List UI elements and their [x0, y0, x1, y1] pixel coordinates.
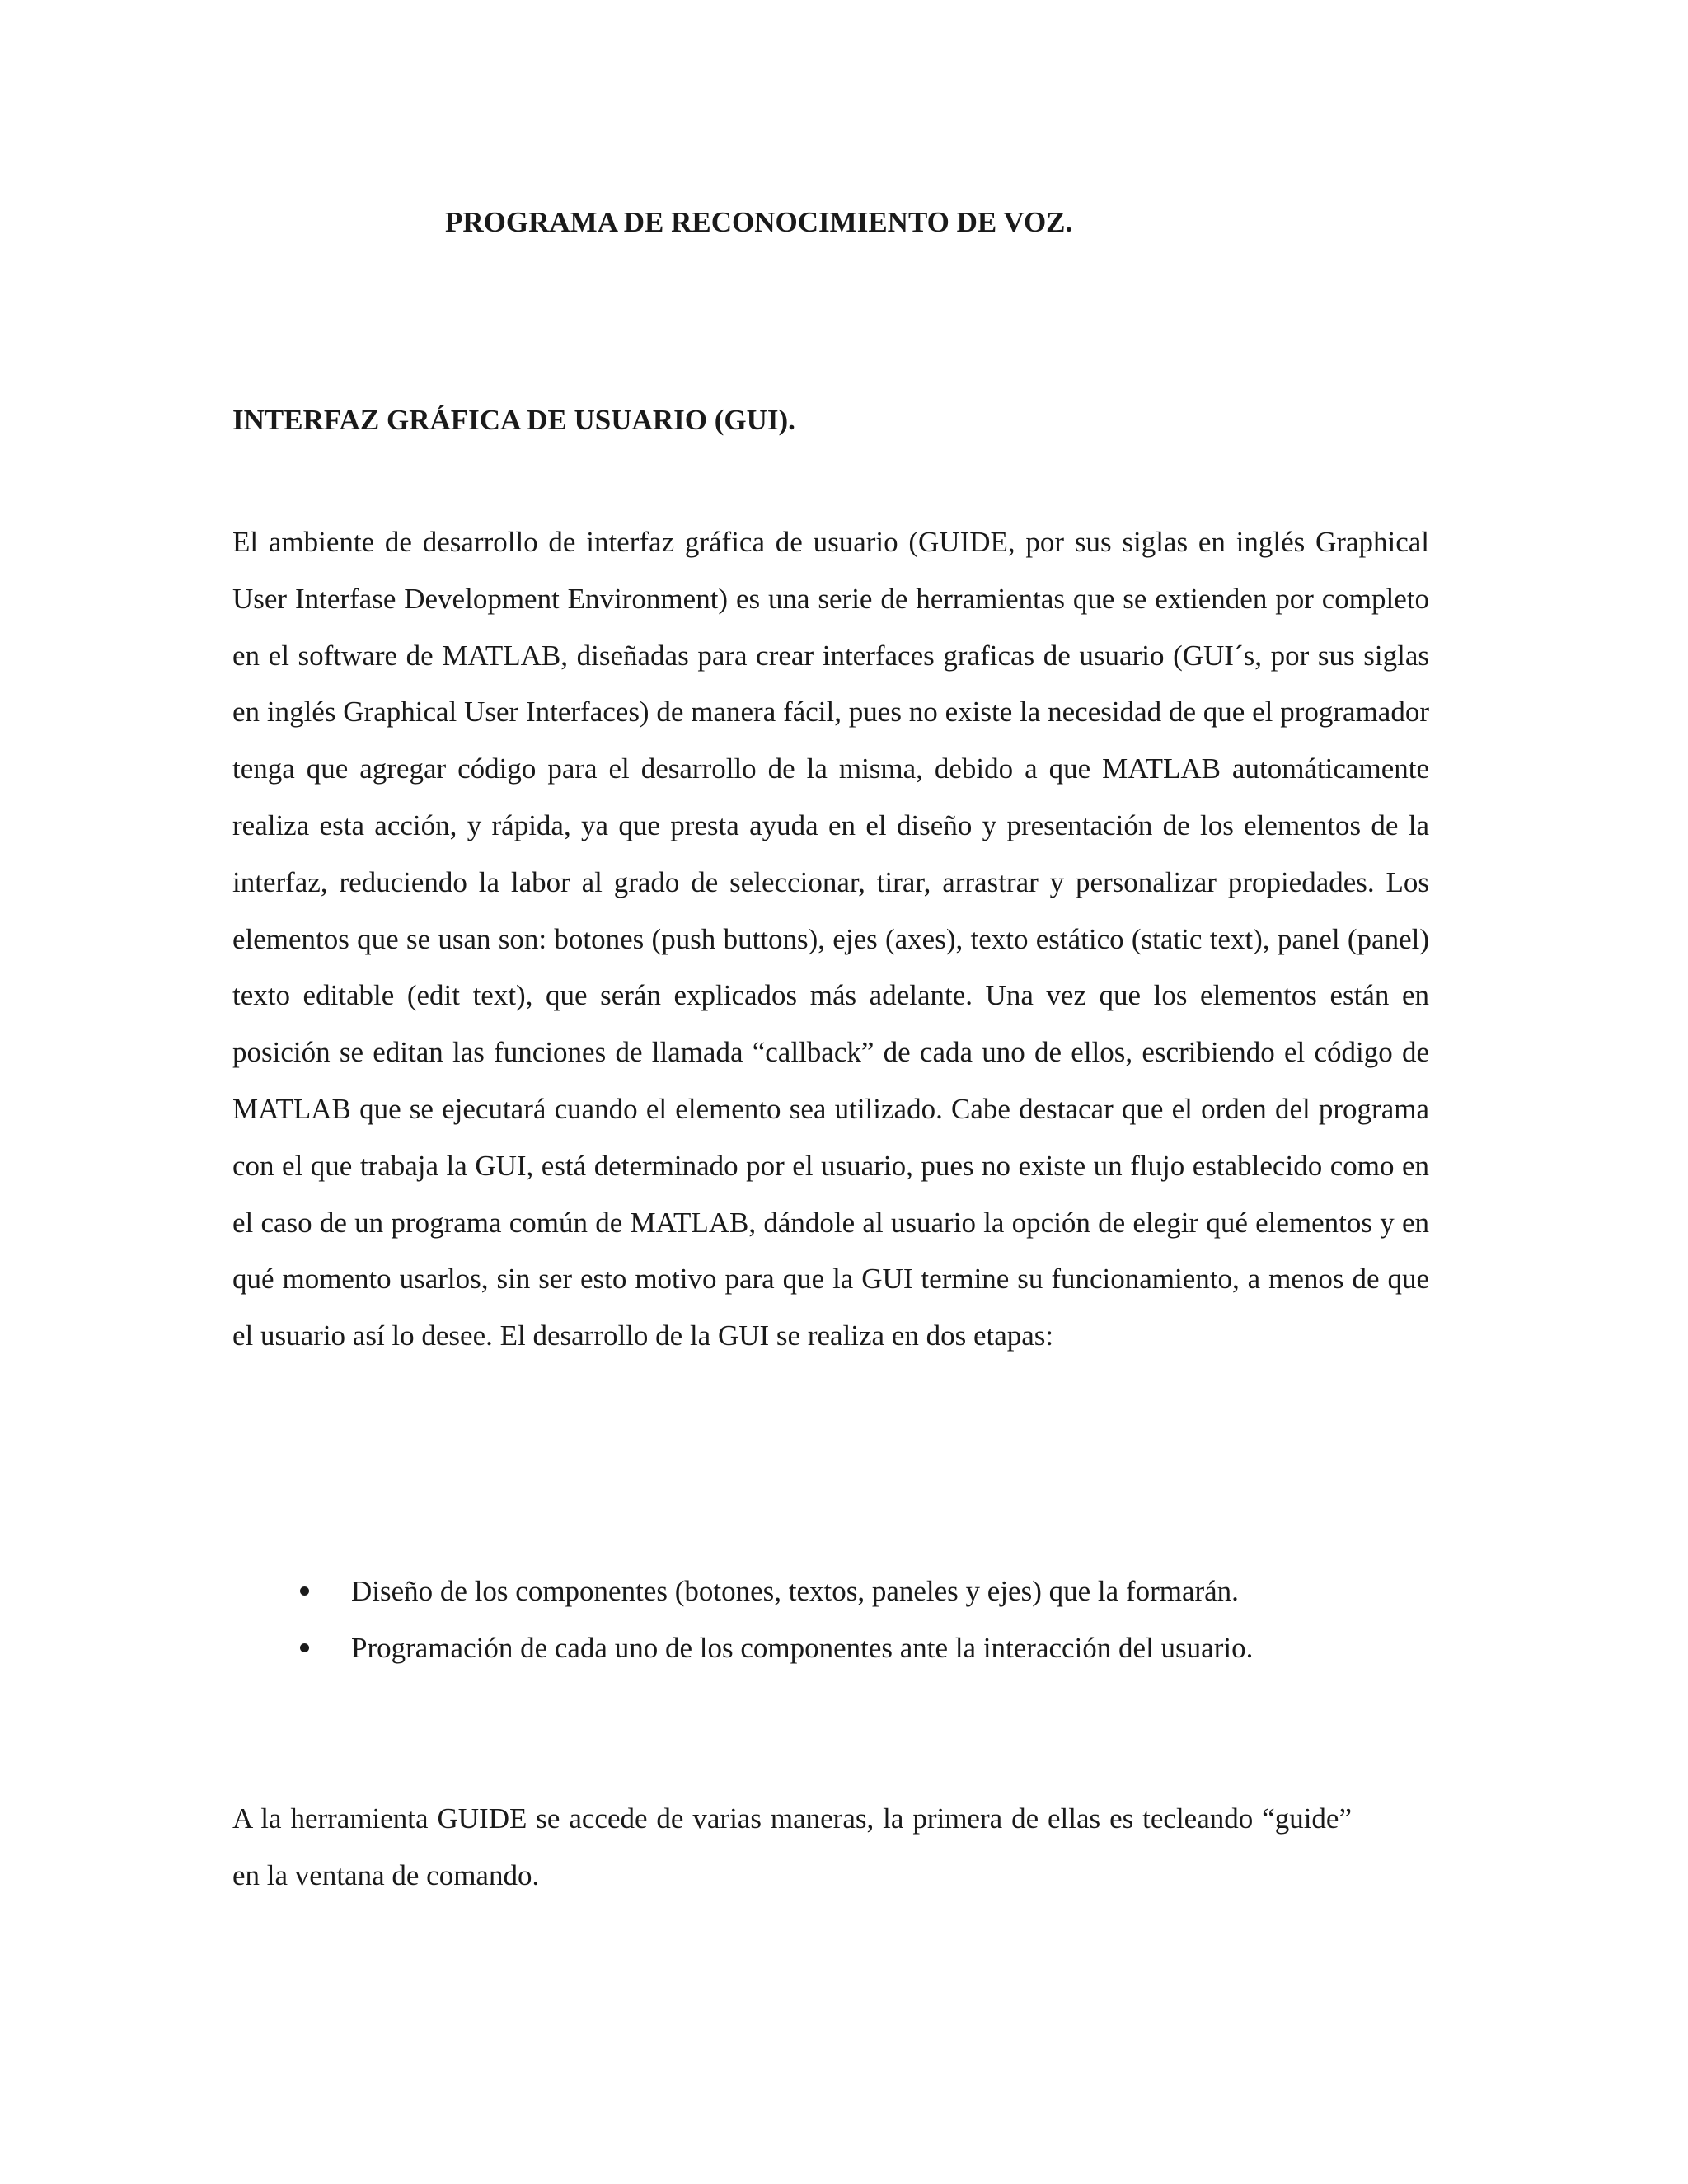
list-item-text: Programación de cada uno de los componentes ante la interacción del usuario. — [351, 1632, 1254, 1664]
list-item-text: Diseño de los componentes (botones, textos, paneles y ejes) que la formarán. — [351, 1575, 1239, 1607]
section-heading: INTERFAZ GRÁFICA DE USUARIO (GUI). — [232, 404, 795, 436]
list-item — [232, 1619, 1352, 1676]
bullet-icon — [300, 1586, 309, 1596]
bullet-icon — [300, 1643, 309, 1652]
stages-list — [232, 1563, 1352, 1676]
list-item — [232, 1563, 1352, 1619]
closing-paragraph: A la herramienta GUIDE se accede de varias maneras, la primera de ellas es tecleando “guide” en la ventana de comando. — [232, 1802, 1352, 1891]
body-paragraph: El ambiente de desarrollo de interfaz gráfica de usuario (GUIDE, por sus siglas en inglés Graphical User Interfase Development Environment) es una serie de herramientas que se extienden por completo en el software de MATLAB, diseñadas para crear interfaces graficas de usuario (GUI´s, por sus siglas en inglés Graphical User Interfaces) de manera fácil, pues no existe la necesidad de que el programador tenga que agregar código para el desarrollo de la misma, debido a que MATLAB automáticamente realiza esta acción, y rápida, ya que presta ayuda en el diseño y presentación de los elementos de la interfaz, reduciendo la labor al grado de seleccionar, tirar, arrastrar y personalizar propiedades. Los elementos que se usan son: botones (push buttons), ejes (axes), texto estático (static text), panel (panel) texto editable (edit text), que serán explicados más adelante. Una vez que los elementos están en posición se editan las funciones de llamada “callback” de cada uno de ellos, escribiendo el código de MATLAB que se ejecutará cuando el elemento sea utilizado. Cabe destacar que el orden del programa con el que trabaja la GUI, está determinado por el usuario, pues no existe un flujo establecido como en el caso de un programa común de MATLAB, dándole al usuario la opción de elegir qué elementos y en qué momento usarlos, sin ser esto motivo para que la GUI termine su funcionamiento, a menos de que el usuario así lo desee. El desarrollo de la GUI se realiza en dos etapas: — [232, 526, 1429, 1352]
document-title: PROGRAMA DE RECONOCIMIENTO DE VOZ. — [445, 206, 1073, 238]
